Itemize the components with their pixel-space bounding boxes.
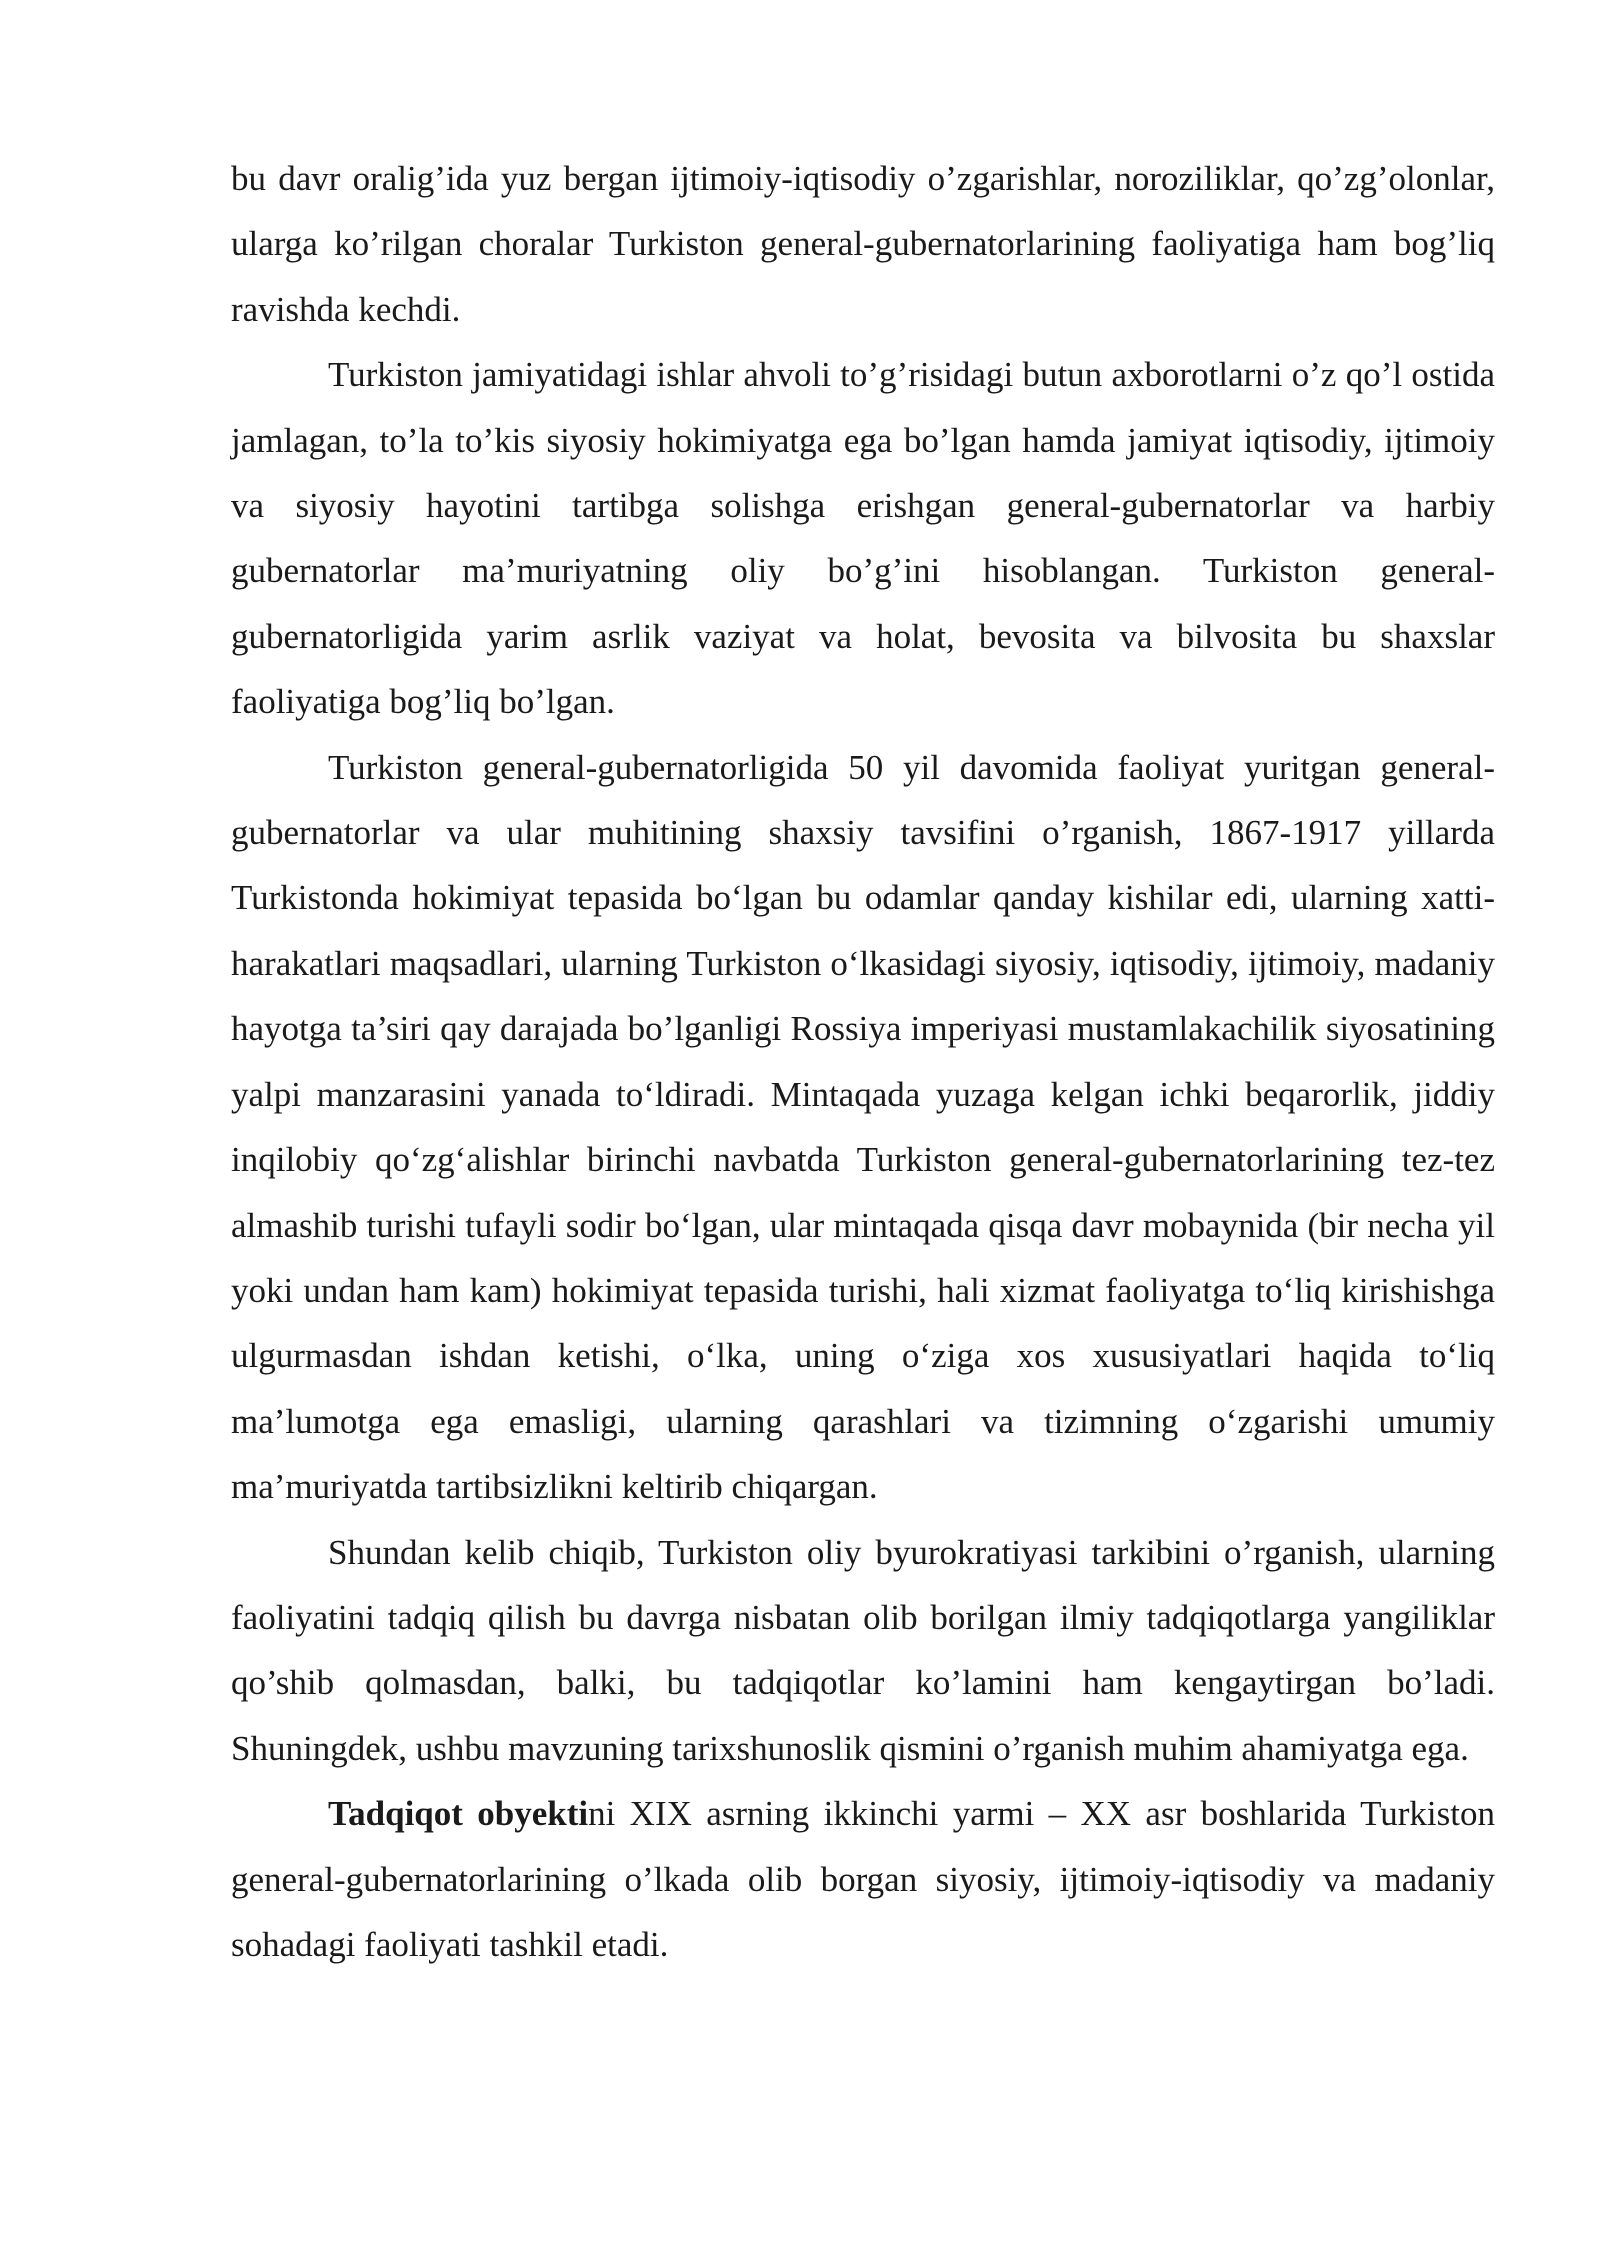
paragraph-research-object <box>231 1781 1495 1977</box>
document-page <box>231 146 1495 1977</box>
research-object-heading: Tadqiqot obyekti <box>328 1794 589 1834</box>
research-object-text: ni XIX asrning ikkinchi yarmi – XX asr boshlarida Turkiston general-gubernatorlarining o’lkada olib borgan siyosiy, ijtimoiy-iqtisodiy va madaniy sohadagi faoliyati tashkil etadi. <box>231 1794 1495 1964</box>
paragraph-governors-authority: Turkiston jamiyatidagi ishlar ahvoli to’g’risidagi butun axborotlarni o’z qo’l ostida jamlagan, to’la to’kis siyosiy hokimiyatga ega bo’lgan hamda jamiyat iqtisodiy, ijtimoiy va siyosiy hayotini tartibga solishga erishgan general-gubernatorlar va harbiy gubernatorlar ma’muriyatning oliy bo’g’ini hisoblangan. Turkiston general-gubernatorligida yarim asrlik vaziyat va holat, bevosita va bilvosita bu shaxslar faoliyatiga bog’liq bo’lgan. <box>231 355 1495 722</box>
paragraph-governors-study: Turkiston general-gubernatorligida 50 yil davomida faoliyat yuritgan general-gubernatorlar va ular muhitining shaxsiy tavsifini o’rganish, 1867-1917 yillarda Turkistonda hokimiyat tepasida bo‘lgan bu odamlar qanday kishilar edi, ularning xatti-harakatlari maqsadlari, ularning Turkiston o‘lkasidagi siyosiy, iqtisodiy, ijtimoiy, madaniy hayotga ta’siri qay darajada bo’lganligi Rossiya imperiyasi mustamlakachilik siyosatining yalpi manzarasini yanada to‘ldiradi. Mintaqada yuzaga kelgan ichki beqarorlik, jiddiy inqilobiy qo‘zg‘alishlar birinchi navbatda Turkiston general-gubernatorlarining tez-tez almashib turishi tufayli sodir bo‘lgan, ular mintaqada qisqa davr mobaynida (bir necha yil yoki undan ham kam) hokimiyat tepasida turishi, hali xizmat faoliyatga to‘liq kirishishga ulgurmasdan ishdan ketishi, o‘lka, uning o‘ziga xos xususiyatlari haqida to‘liq ma’lumotga ega emasligi, ularning qarashlari va tizimning o‘zgarishi umumiy ma’muriyatda tartibsizlikni keltirib chiqargan. <box>231 747 1495 1507</box>
paragraph-research-relevance: Shundan kelib chiqib, Turkiston oliy byurokratiyasi tarkibini o’rganish, ularning faoliyatini tadqiq qilish bu davrga nisbatan olib borilgan ilmiy tadqiqotlarga yangiliklar qo’shib qolmasdan, balki, bu tadqiqotlar ko’lamini ham kengaytirgan bo’ladi. Shuningdek, ushbu mavzuning tarixshunoslik qismini o’rganish muhim ahamiyatga ega. <box>231 1532 1495 1768</box>
paragraph-continuation: bu davr oralig’ida yuz bergan ijtimoiy-iqtisodiy o’zgarishlar, noroziliklar, qo’zg’olonlar, ularga ko’rilgan choralar Turkiston general-gubernatorlarining faoliyatiga ham bog’liq ravishda kechdi. <box>231 159 1495 329</box>
